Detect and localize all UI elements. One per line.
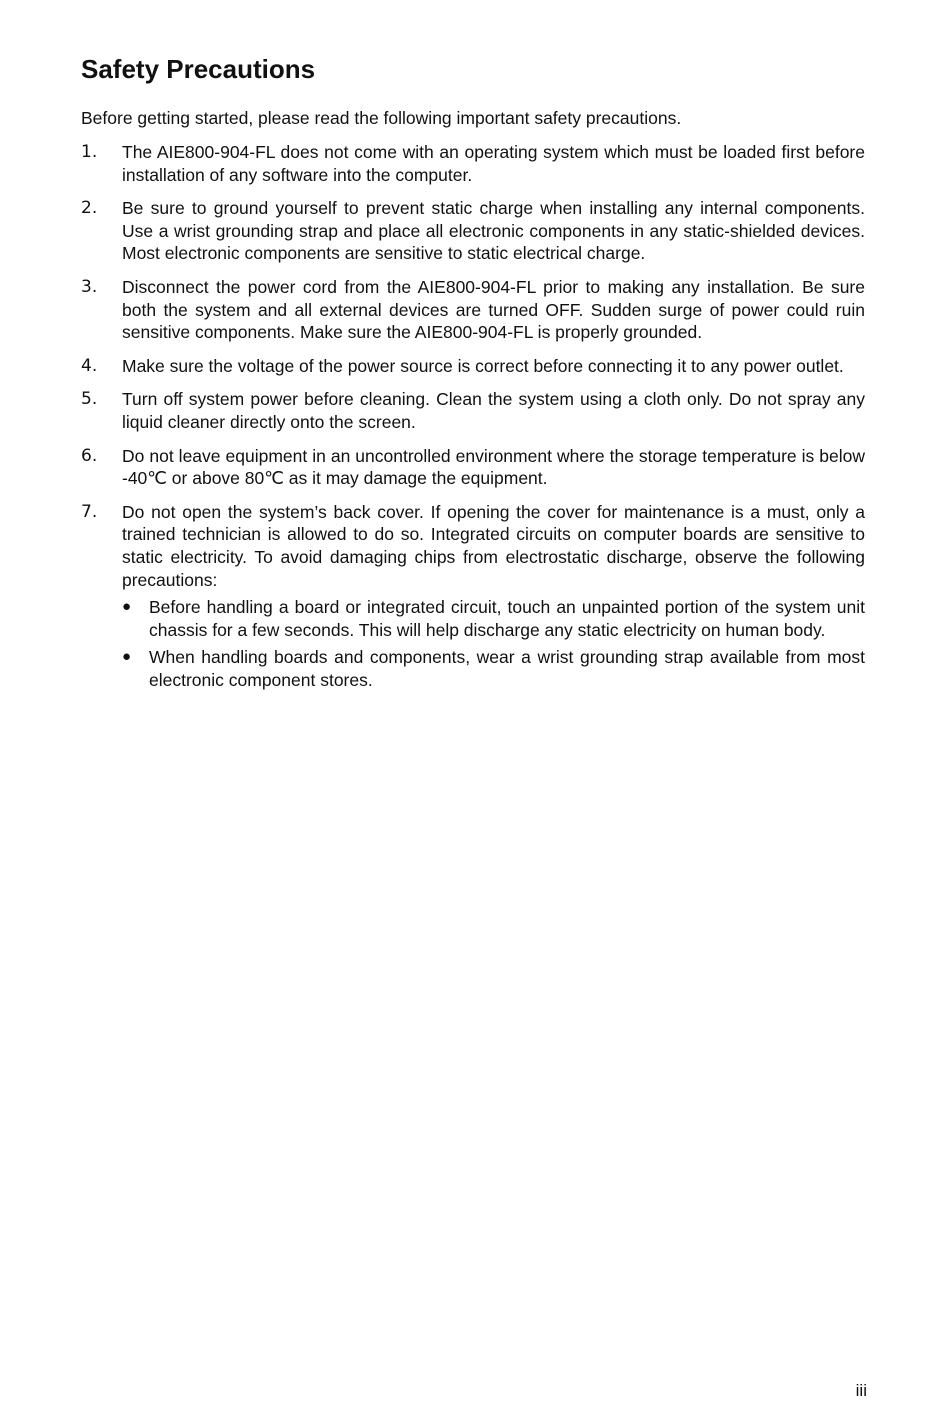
item-text: Be sure to ground yourself to prevent static charge when installing any internal components. Use a wrist grounding strap and place all electronic components in any static-shielded devices. Most electronic components are sensitive to static electrical charge. bbox=[122, 198, 865, 264]
bullet-icon: ● bbox=[122, 648, 132, 666]
bullet-icon: ● bbox=[122, 598, 132, 616]
precaution-item-6 bbox=[81, 445, 865, 490]
item-text: Do not open the system’s back cover. If opening the cover for maintenance is a must, only a trained technician is allowed to do so. Integrated circuits on computer boards are sensitive to static electricity. To avoid damaging chips from electrostatic discharge, observe the following precautions: bbox=[122, 501, 865, 590]
precaution-item-1 bbox=[81, 141, 865, 186]
bullet-text: When handling boards and components, wear a wrist grounding strap available from most electronic component stores. bbox=[149, 647, 865, 690]
item-text: Turn off system power before cleaning. Clean the system using a cloth only. Do not spray any liquid cleaner directly onto the screen. bbox=[122, 389, 865, 432]
item-number: 2. bbox=[81, 198, 98, 219]
bullet-text: Before handling a board or integrated circuit, touch an unpainted portion of the system unit chassis for a few seconds. This will help discharge any static electricity on human body. bbox=[149, 597, 865, 640]
bullet-item-2 bbox=[122, 646, 865, 691]
item-number: 6. bbox=[81, 445, 98, 466]
safety-precautions-list bbox=[81, 141, 865, 702]
item-number: 3. bbox=[81, 276, 98, 297]
item-number: 4. bbox=[81, 355, 98, 376]
intro-paragraph: Before getting started, please read the following important safety precautions. bbox=[81, 108, 682, 128]
item-number: 5. bbox=[81, 389, 98, 410]
page-title: Safety Precautions bbox=[81, 54, 316, 84]
page-number: iii bbox=[855, 1381, 867, 1400]
precaution-item-7 bbox=[81, 501, 865, 692]
precaution-item-2 bbox=[81, 197, 865, 265]
item-text: Make sure the voltage of the power source is correct before connecting it to any power outlet. bbox=[122, 355, 844, 376]
precaution-item-3 bbox=[81, 276, 865, 344]
item-text: Disconnect the power cord from the AIE800-904-FL prior to making any installation. Be sure both the system and all external devices are turned OFF. Sudden surge of power could ruin sensitive components. Make sure the AIE800-904-FL is properly grounded. bbox=[122, 276, 865, 343]
item-number: 7. bbox=[81, 501, 98, 522]
item-text: Do not leave equipment in an uncontrolled environment where the storage temperature is below -40℃ or above 80℃ as it may damage the equipment. bbox=[122, 445, 865, 489]
item-number: 1. bbox=[81, 142, 98, 162]
precaution-item-5 bbox=[81, 388, 865, 433]
bullet-item-1 bbox=[122, 596, 865, 641]
precaution-bullet-list bbox=[122, 596, 865, 691]
item-text: The AIE800-904-FL does not come with an operating system which must be loaded first before installation of any software into the computer. bbox=[122, 142, 865, 185]
precaution-item-4 bbox=[81, 355, 865, 378]
